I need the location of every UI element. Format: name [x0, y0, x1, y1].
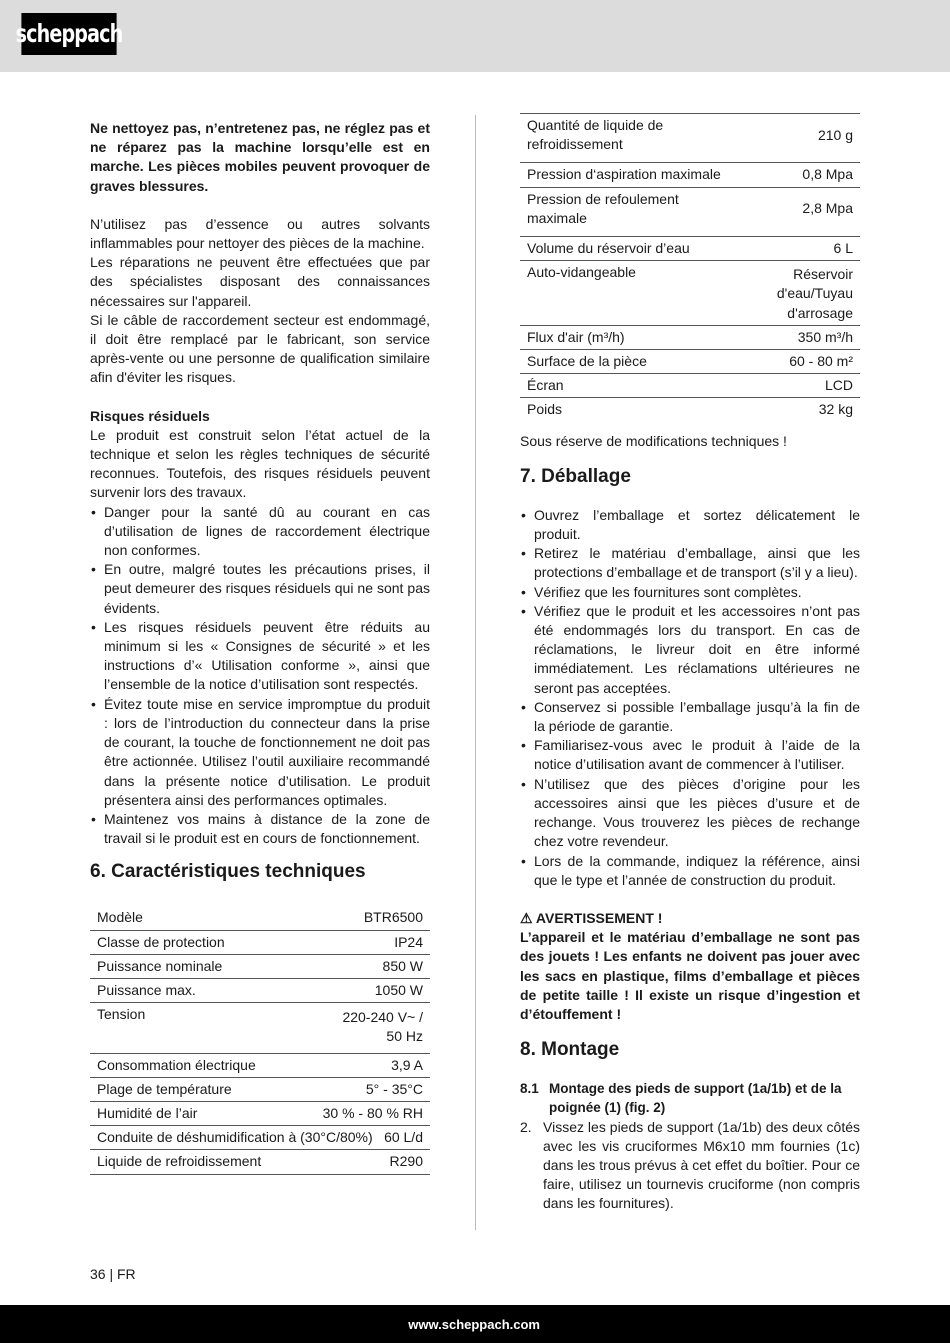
- list-item: • Familiarisez-vous avec le produit à l’aide de la notice d’utilisation avant de commencer à l’utiliser.: [520, 736, 860, 774]
- spec-label: Liquide de refroidissement: [97, 1153, 262, 1170]
- column-divider: [475, 115, 476, 1230]
- spec-label: Puissance max.: [97, 981, 196, 998]
- specs-table: [90, 906, 430, 1174]
- list-item: • N’utilisez que des pièces d’origine pour les accessoires ainsi que les pièces d’usure et de rechange. Vous trouverez les pièces de rechange chez votre revendeur.: [520, 775, 860, 852]
- table-row: [90, 1102, 430, 1126]
- spec-value: 850 W: [382, 957, 423, 974]
- right-column: [520, 113, 860, 1214]
- spec-value: 220-240 V~ / 50 Hz: [342, 1009, 423, 1045]
- list-item: • Vérifiez que les fournitures sont complètes.: [520, 583, 860, 602]
- list-item: • Vérifiez que le produit et les accessoires n’ont pas été endommagés lors du transport. En cas de réclamations, le livreur doit en être informé immédiatement. Les réclamations ultérieures ne seront pas acceptées.: [520, 602, 860, 698]
- spec-value: 6 L: [833, 240, 853, 257]
- website-link[interactable]: www.scheppach.com: [408, 1317, 540, 1332]
- spec-label: Quantité de liquide de refroidissement: [527, 117, 664, 153]
- warning-text: L’appareil et le matériau d’emballage ne sont pas des jouets ! Les enfants ne doivent pas jouer avec les sacs en plastique, films d’emballage et pièces de petite taille ! Il existe un risque d’ingestion et d’étouffement !: [520, 929, 860, 1022]
- spec-label: Plage de température: [97, 1080, 232, 1097]
- table-row: [90, 979, 430, 1003]
- step-number: 2.: [520, 1118, 532, 1135]
- spec-label: Pression de refoulement maximale: [527, 190, 679, 226]
- paragraph: Si le câble de raccordement secteur est endommagé, il doit être remplacé par le fabricant, son service après-vente ou une personne de qualification similaire afin d'éviter les risques.: [90, 311, 430, 386]
- scheppach-logo: scheppach: [21, 13, 116, 55]
- safety-warning: Ne nettoyez pas, n’entretenez pas, ne réglez pas et ne réparez pas la machine lorsqu’elle est en marche. Les pièces mobiles peuvent provoquer de graves blessures.: [90, 120, 430, 194]
- spec-label: Auto-vidangeable: [527, 264, 636, 281]
- spec-label: Conduite de déshumidification à (30°C/80%): [97, 1129, 373, 1146]
- spec-label: Classe de protection: [97, 933, 225, 950]
- list-item: • Ouvrez l’emballage et sortez délicatement le produit.: [520, 506, 860, 544]
- paragraph: N’utilisez pas d’essence ou autres solvants inflammables pour nettoyer des pièces de la machine.: [90, 215, 430, 252]
- table-row: [520, 350, 860, 374]
- table-row: [90, 955, 430, 979]
- left-column: [90, 119, 430, 1175]
- list-item: • Les risques résiduels peuvent être réduits au minimum si les « Consignes de sécurité » et les instructions d’« Utilisation conforme », ainsi que l’ensemble de la notice d’utilisation sont respectés.: [90, 618, 430, 695]
- spec-value: IP24: [394, 933, 423, 950]
- spec-label: Écran: [527, 377, 564, 394]
- table-row: [520, 398, 860, 421]
- specs-table-continued: [520, 113, 860, 422]
- spec-label: Surface de la pièce: [527, 353, 647, 370]
- subsection-title: Montage des pieds de support (1a/1b) et de la poignée (1) (fig. 2): [549, 1081, 842, 1116]
- risks-title: Risques résiduels: [90, 407, 210, 424]
- subsection-number: 8.1: [520, 1081, 539, 1097]
- table-row: [90, 906, 430, 930]
- spec-label: Humidité de l’air: [97, 1104, 198, 1121]
- table-row: [520, 114, 860, 163]
- table-row: [520, 374, 860, 398]
- warning-title: ⚠ AVERTISSEMENT !: [520, 909, 663, 926]
- section-heading: 6. Caractéristiques techniques: [90, 861, 366, 883]
- spec-value: 210 g: [817, 126, 853, 143]
- spec-value: 5° - 35°C: [365, 1080, 423, 1097]
- spec-value: 60 L/d: [384, 1129, 423, 1146]
- step-text: Vissez les pieds de support (1a/1b) des deux côtés avec les vis cruciformes M6x10 mm fournies (1c) dans les trous prévus à cet effet du boîtier. Pour ce faire, utilisez un tournevis cruciforme (non compris dans les fournitures).: [543, 1118, 860, 1212]
- spec-label: Volume du réservoir d’eau: [527, 240, 690, 257]
- list-item: • Maintenez vos mains à distance de la zone de travail si le produit est en cours de fonctionnement.: [90, 810, 430, 848]
- table-row: [520, 163, 860, 187]
- list-item: • Danger pour la santé dû au courant en cas d’utilisation de lignes de raccordement électrique non conformes.: [90, 503, 430, 561]
- list-item: • Conservez si possible l’emballage jusqu’à la fin de la période de garantie.: [520, 698, 860, 736]
- step-item: [520, 1118, 860, 1214]
- table-row: [520, 261, 860, 326]
- spec-value: 0,8 Mpa: [802, 166, 853, 183]
- risks-list: [90, 503, 430, 849]
- spec-label: Tension: [97, 1006, 146, 1023]
- page-footer: [0, 1305, 950, 1343]
- spec-value: 1050 W: [374, 981, 423, 998]
- list-item: • Retirez le matériau d’emballage, ainsi que les protections d’emballage et de transport (s’il y a lieu).: [520, 544, 860, 582]
- section-heading: 8. Montage: [520, 1039, 620, 1061]
- spec-value: BTR6500: [363, 909, 423, 926]
- table-row: [520, 188, 860, 237]
- table-row: [90, 1054, 430, 1078]
- paragraph: Les réparations ne peuvent être effectuées que par des spécialistes disposant des connaissances nécessaires sur l'appareil.: [90, 254, 430, 309]
- section-heading: 7. Déballage: [520, 465, 631, 487]
- unpacking-list: [520, 506, 860, 890]
- spec-label: Pression d‘aspiration maximale: [527, 166, 721, 183]
- table-row: [90, 1150, 430, 1174]
- list-item: • En outre, malgré toutes les précautions prises, il peut demeurer des risques résiduels qui ne sont pas évidents.: [90, 560, 430, 618]
- list-item: • Lors de la commande, indiquez la référence, ainsi que le type et l’année de construction du produit.: [520, 852, 860, 890]
- page-number: 36 | FR: [90, 1266, 136, 1282]
- spec-value: 32 kg: [818, 401, 853, 418]
- table-row: [90, 1126, 430, 1150]
- spec-value: 3,9 A: [391, 1056, 423, 1073]
- table-row: [90, 1003, 430, 1053]
- spec-value: 60 - 80 m²: [789, 353, 853, 370]
- spec-value: R290: [389, 1153, 423, 1170]
- spec-value: 30 % - 80 % RH: [322, 1104, 423, 1121]
- table-row: [90, 1078, 430, 1102]
- risks-intro: Le produit est construit selon l’état actuel de la technique et selon les règles techniques de sécurité reconnues. Toutefois, des risques résiduels peuvent survenir lors des travaux.: [90, 426, 430, 501]
- table-row: [90, 931, 430, 955]
- spec-value: 350 m³/h: [797, 328, 853, 345]
- list-item: • Évitez toute mise en service impromptue du produit : lors de l’introduction du connecteur dans la prise de courant, la touche de fonctionnement ne doit pas être actionnée. Utilisez l’outil auxiliaire recommandé dans la présente notice d’utilisation. Le produit présentera ainsi des performances optimales.: [90, 695, 430, 810]
- spec-label: Modèle: [97, 909, 143, 926]
- spec-value: 2,8 Mpa: [802, 200, 853, 217]
- technical-note: Sous réserve de modifications techniques !: [520, 432, 787, 449]
- spec-label: Puissance nominale: [97, 957, 223, 974]
- spec-value: Réservoir d'eau/Tuyau d'arrosage: [776, 266, 853, 321]
- spec-label: Poids: [527, 401, 563, 418]
- table-row: [520, 237, 860, 261]
- spec-value: LCD: [824, 377, 853, 394]
- subsection-heading: [520, 1079, 860, 1117]
- page-header: [0, 0, 950, 72]
- spec-label: Flux d'air (m³/h): [527, 328, 625, 345]
- table-row: [520, 326, 860, 350]
- spec-label: Consommation électrique: [97, 1056, 256, 1073]
